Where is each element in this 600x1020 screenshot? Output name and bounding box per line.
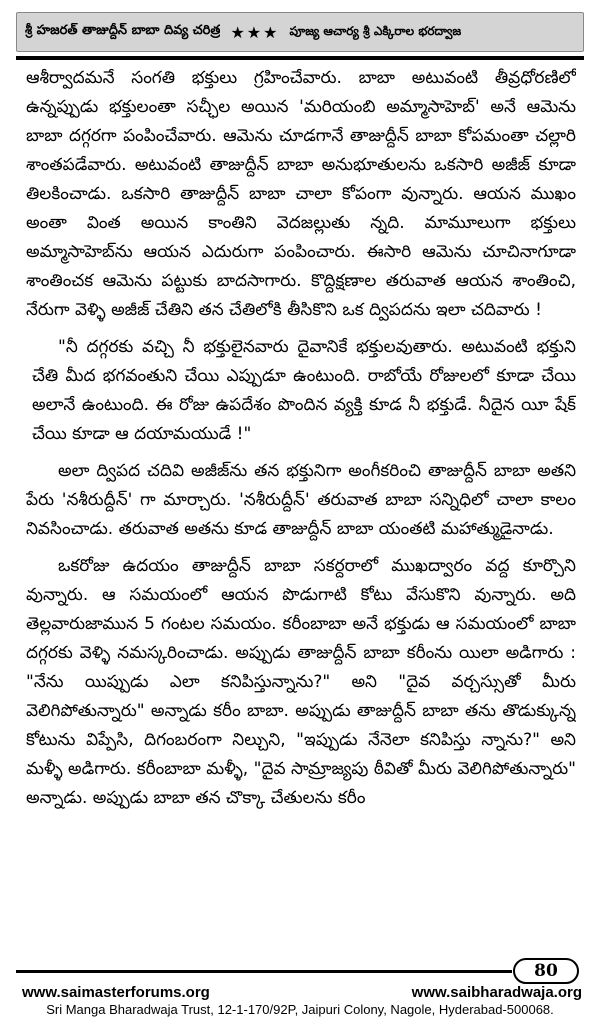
page-body bbox=[26, 64, 576, 954]
paragraph: ఒకరోజు ఉదయం తాజుద్దీన్ బాబా సకర్దరాలో ముఖద్వారం వద్ద కూర్చొని వున్నారు. ఆ సమయంలో ఆయన పొడుగాటి కోటు వేసుకొని వున్నారు. అది తెల్లవారుజామున 5 గంటల సమయం. కరీంబాబా అనే భక్తుడు ఆ సమయంలో బాబా దగ్గరకు వెళ్ళి నమస్కరించాడు. అప్పుడు తాజుద్దీన్ బాబా కరీంను యిలా అడిగారు : "నేను యిప్పుడు ఎలా కనిపిస్తున్నాను?" అని "దైవ వర్చస్సుతో మీరు వెలిగిపోతున్నారు" అన్నాడు కరీం బాబా. అప్పుడు తాజుద్దీన్ బాబా తను తొడుక్కున్న కోటును విప్పేసి, దిగంబరంగా నిల్చుని, "ఇప్పుడు నేనెలా కనిపిస్తు న్నాను?" అని మళ్ళీ అడిగారు. కరీంబాబా మళ్ళీ, "దైవ సామ్రాజ్యపు ఠీవితో మీరు వెలిగిపోతున్నారు" అన్నాడు. అప్పుడు బాబా తన చొక్కా చేతులను కరీం bbox=[26, 556, 576, 808]
star-ornament: ★★★ bbox=[230, 22, 280, 42]
header-divider bbox=[16, 56, 584, 60]
author-name: పూజ్య ఆచార్య శ్రీ ఎక్కిరాల భరద్వాజ bbox=[289, 23, 462, 38]
quote-paragraph: "నీ దగ్గరకు వచ్చి నీ భక్తులైనవారు దైవానికే భక్తులవుతారు. అటువంటి భక్తుని చేతి మీద భగవంతుని చేయి ఎప్పుడూ ఉంటుంది. రాబోయే రోజులలో కూడా చేయి అలానే ఉంటుంది. ఈ రోజు ఉపదేశం పొందిన వ్యక్తి కూడ నీ భక్తుడే. నీదైన యీ షేక్ చేయి కూడా ఆ దయామయుడే !" bbox=[32, 337, 576, 444]
page-number: 80 bbox=[513, 958, 579, 984]
page-header bbox=[16, 12, 584, 52]
footer-divider bbox=[16, 970, 512, 973]
footer-link-saimasterforums[interactable]: www.saimasterforums.org bbox=[22, 984, 210, 1001]
paragraph: అలా ద్విపద చదివి అజీజ్‌ను తన భక్తునిగా అంగీకరించి తాజుద్దీన్ బాబా అతని పేరు 'నశీరుద్దీన్' గా మార్చారు. 'నశీరుద్దీన్' తరువాత బాబా సన్నిధిలో చాలా కాలం నివసించాడు. తరువాత అతను కూడ తాజుద్దీన్ బాబా యంతటి మహాత్ముడైనాడు. bbox=[26, 461, 576, 539]
footer-links bbox=[22, 984, 582, 1001]
book-title: శ్రీ హజరత్ తాజుద్దీన్ బాబా దివ్య చరిత్ర bbox=[25, 23, 221, 38]
footer-link-saibharadwaja[interactable]: www.saibharadwaja.org bbox=[411, 984, 582, 1001]
publisher-address: Sri Manga Bharadwaja Trust, 12-1-170/92P, Jaipuri Colony, Nagole, Hyderabad-500068. bbox=[46, 1002, 554, 1017]
paragraph: ఆశీర్వాదమనే సంగతి భక్తులు గ్రహించేవారు. బాబా అటువంటి తీవ్రధోరణిలో ఉన్నప్పుడు భక్తులంతా సచ్ఛీల అయిన 'మరియంబి అమ్మాసాహెబ్' అనే ఆమెను బాబా దగ్గరగా పంపించేవారు. ఆమెను చూడగానే తాజుద్దీన్ బాబా కోపమంతా చల్లారి శాంతపడేవారు. అటువంటి తాజుద్దీన్ బాబా అనుభూతులను ఒకసారి అజీజ్ కూడా తిలకించాడు. ఒకసారి తాజుద్దీన్ బాబా చాలా కోపంగా వున్నారు. ఆయన ముఖం అంతా వింత అయిన కాంతిని వెదజల్లుతు న్నది. మామూలుగా భక్తులు అమ్మాసాహెబ్‌ను ఆయన ఎదురుగా పంపించారు. ఈసారి ఆమెను చూచినాగూడా శాంతించక ఆమెను పట్టుకు బాదసాగారు. కొద్దిక్షణాల తరువాత ఆయన శాంతించి, నేరుగా వెళ్ళి అజీజ్ చేతిని తన చేతిలోకి తీసికొని ఒక ద్విపదను ఇలా చదివారు ! bbox=[26, 68, 576, 320]
